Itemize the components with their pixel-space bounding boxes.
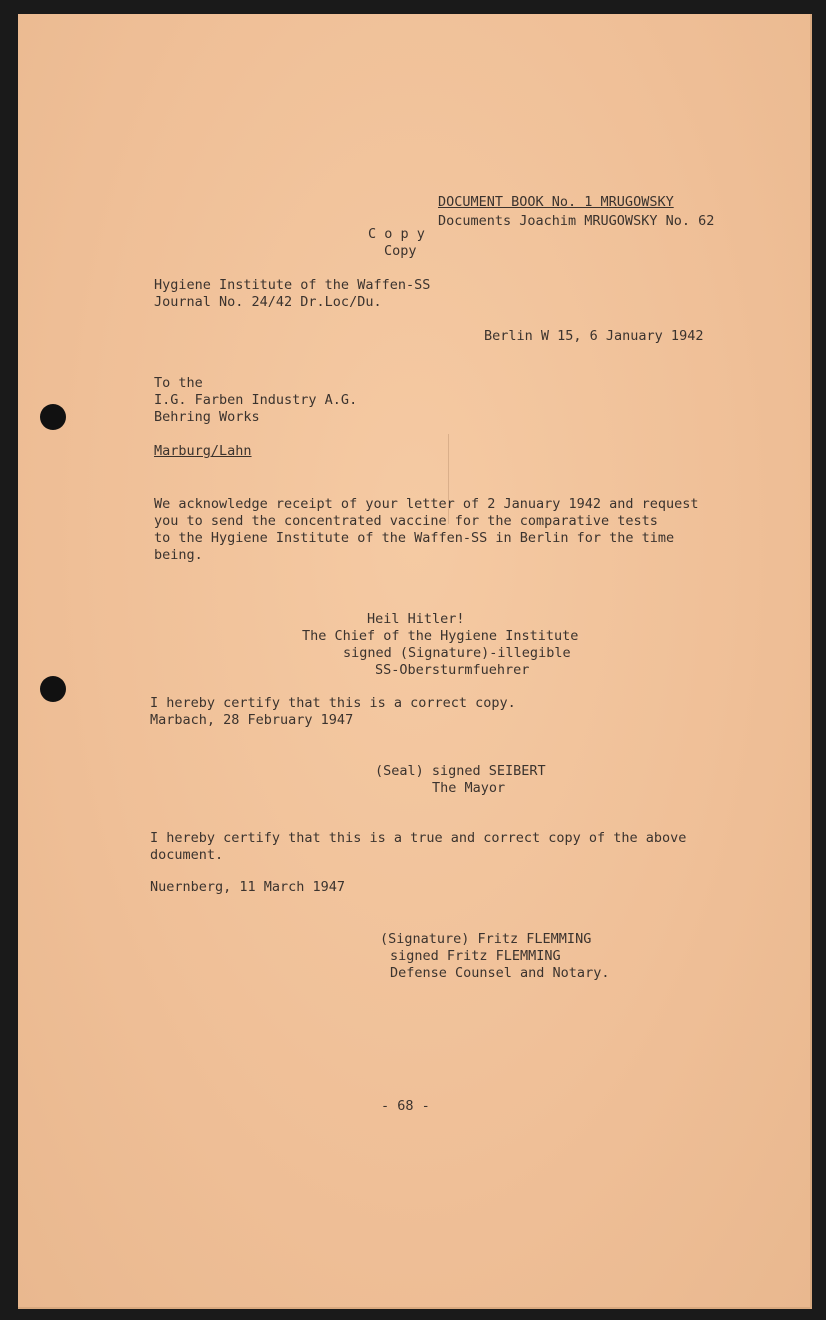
recipient-line-1: To the [154, 375, 203, 391]
closing-line-4: SS-Obersturmfuehrer [375, 662, 530, 678]
mayor-line: The Mayor [432, 780, 506, 796]
signature-line-3: Defense Counsel and Notary. [390, 965, 610, 981]
certify-line-1: I hereby certify that this is a correct copy. [150, 695, 516, 711]
sender-line-1: Hygiene Institute of the Waffen-SS [154, 277, 431, 293]
closing-line-1: Heil Hitler! [367, 611, 465, 627]
punch-hole-top [40, 404, 66, 430]
closing-line-3: signed (Signature)-illegible [343, 645, 571, 661]
documents-line: Documents Joachim MRUGOWSKY No. 62 [438, 213, 715, 229]
document-book-line: DOCUMENT BOOK No. 1 MRUGOWSKY [438, 194, 674, 210]
copy-mark-plain: Copy [384, 243, 417, 259]
closing-line-2: The Chief of the Hygiene Institute [302, 628, 579, 644]
signature-line-1: (Signature) Fritz FLEMMING [380, 931, 592, 947]
signature-line-2: signed Fritz FLEMMING [390, 948, 561, 964]
page-number: - 68 - [381, 1098, 430, 1114]
punch-hole-bottom [40, 676, 66, 702]
place-date: Berlin W 15, 6 January 1942 [484, 328, 704, 344]
body-line-4: being. [154, 547, 203, 563]
body-line-1: We acknowledge receipt of your letter of 2 January 1942 and request [154, 496, 699, 512]
sender-line-2: Journal No. 24/42 Dr.Loc/Du. [154, 294, 382, 310]
body-line-2: you to send the concentrated vaccine for the comparative tests [154, 513, 658, 529]
certify2-line-2: document. [150, 847, 224, 863]
document-page [18, 14, 812, 1309]
copy-mark-spaced: C o p y [368, 226, 425, 242]
nuernberg-date: Nuernberg, 11 March 1947 [150, 879, 346, 895]
seal-line: (Seal) signed SEIBERT [375, 763, 546, 779]
certify2-line-1: I hereby certify that this is a true and correct copy of the above [150, 830, 687, 846]
recipient-line-3: Behring Works [154, 409, 260, 425]
recipient-city: Marburg/Lahn [154, 443, 252, 459]
recipient-line-2: I.G. Farben Industry A.G. [154, 392, 358, 408]
certify-line-2: Marbach, 28 February 1947 [150, 712, 354, 728]
body-line-3: to the Hygiene Institute of the Waffen-SS in Berlin for the time [154, 530, 675, 546]
